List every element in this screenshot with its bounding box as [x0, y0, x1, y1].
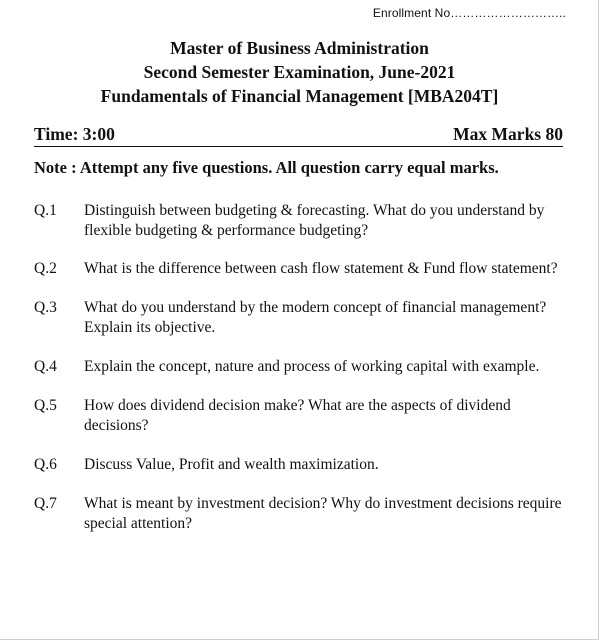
question-item [34, 396, 564, 436]
program-title: Master of Business Administration [170, 38, 429, 58]
question-text: What is the difference between cash flow statement & Fund flow statement? [84, 260, 558, 277]
time-marks-row [34, 123, 563, 147]
course-title: Fundamentals of Financial Management [MBA204T] [100, 86, 499, 106]
question-number: Q.5 [34, 397, 57, 414]
question-number: Q.6 [34, 456, 57, 473]
exam-header [0, 36, 599, 108]
max-marks: Max Marks 80 [453, 124, 563, 144]
question-text: Discuss Value, Profit and wealth maximization. [84, 456, 379, 473]
question-item [34, 455, 564, 475]
question-number: Q.4 [34, 358, 57, 375]
instructions-note: Note : Attempt any five questions. All question carry equal marks. [34, 158, 499, 177]
question-text: What do you understand by the modern concept of financial management? Explain its objective. [84, 299, 547, 336]
question-number: Q.3 [34, 299, 57, 316]
question-item [34, 298, 564, 338]
question-item [34, 357, 564, 377]
question-text: How does dividend decision make? What are the aspects of dividend decisions? [84, 397, 511, 434]
question-text: Distinguish between budgeting & forecasting. What do you understand by flexible budgeting & performance budgeting? [84, 202, 545, 239]
question-number: Q.2 [34, 260, 57, 277]
question-item [34, 494, 564, 534]
exam-title: Second Semester Examination, June-2021 [143, 62, 456, 82]
question-number: Q.7 [34, 495, 57, 512]
question-item [34, 201, 564, 241]
enrollment-number-field: Enrollment No……………………….. [372, 6, 566, 20]
question-list [34, 201, 564, 552]
question-number: Q.1 [34, 202, 57, 219]
time-allowed: Time: 3:00 [34, 124, 115, 144]
question-item [34, 259, 564, 279]
question-text: Explain the concept, nature and process of working capital with example. [84, 358, 540, 375]
question-text: What is meant by investment decision? Why do investment decisions require special attention? [84, 495, 562, 532]
